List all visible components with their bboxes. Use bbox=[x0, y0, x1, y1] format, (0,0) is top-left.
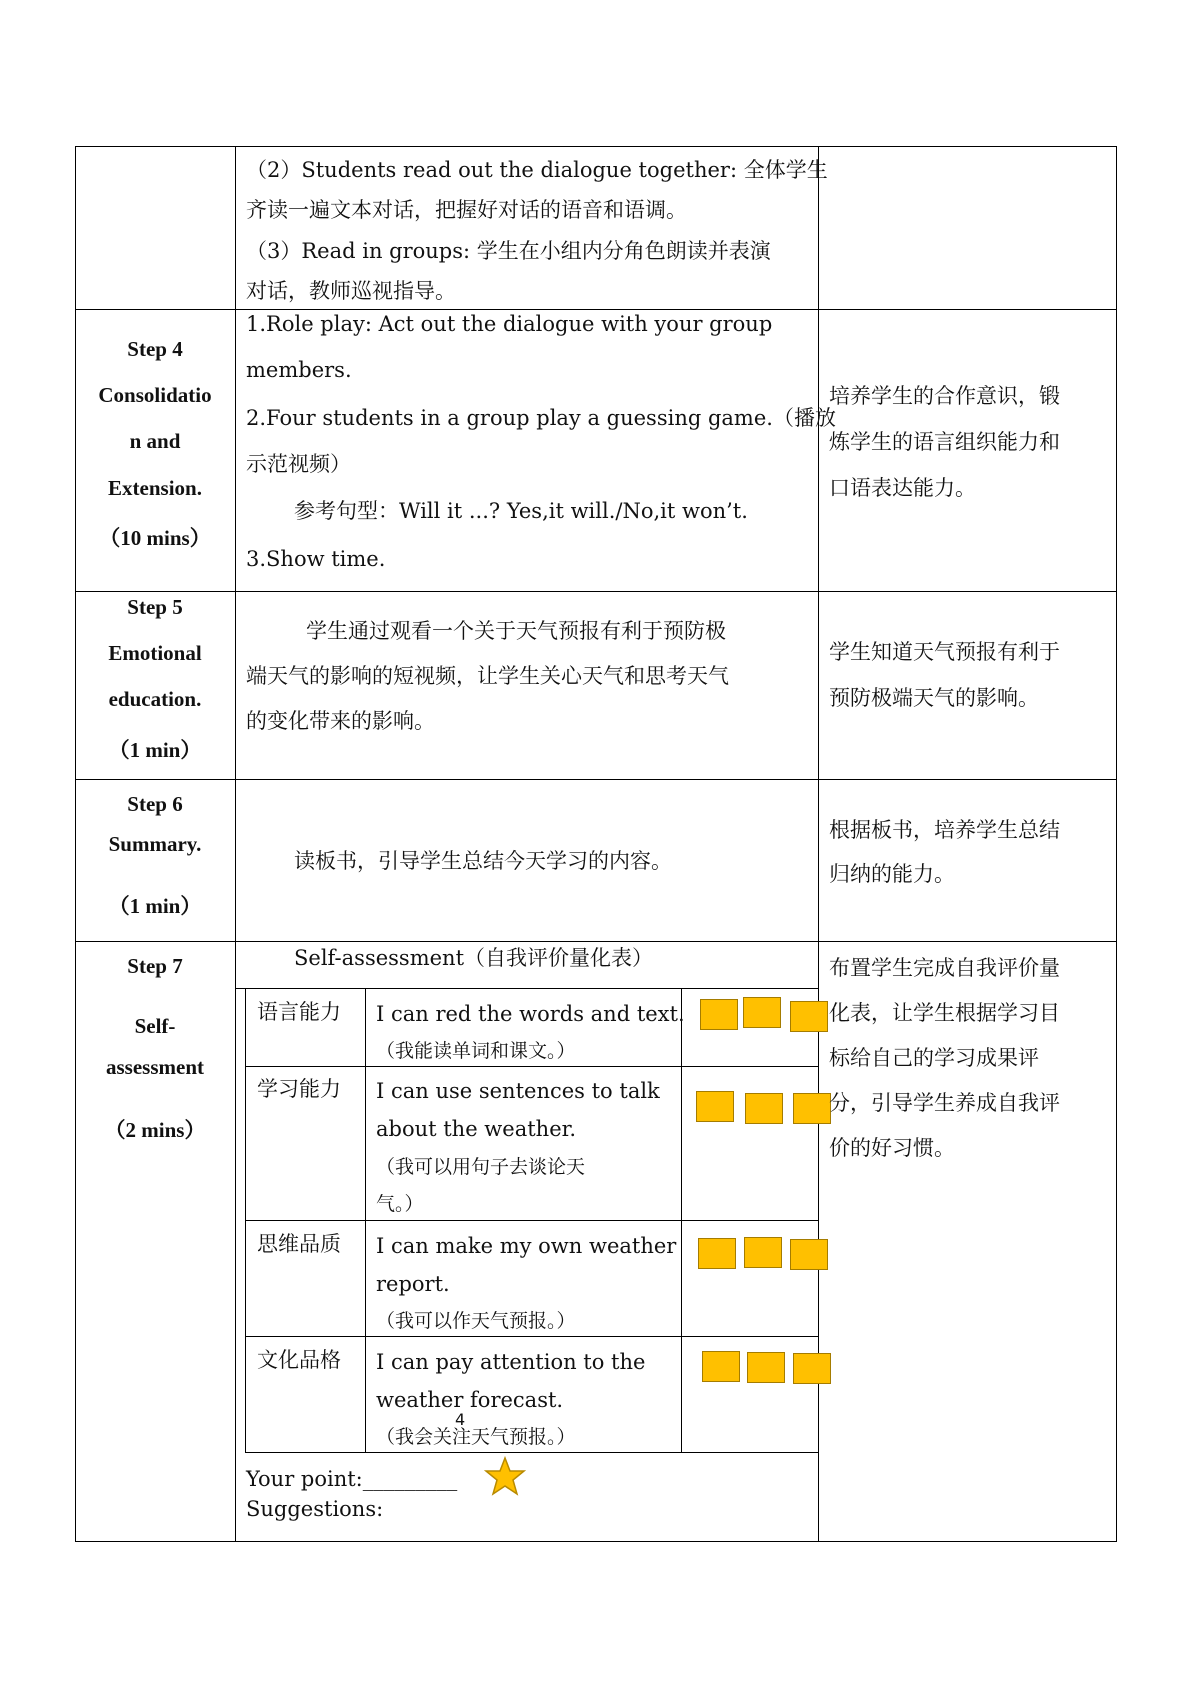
step5-aim-line: 学生知道天气预报有利于 bbox=[829, 640, 1060, 664]
top-row-line-3: （3）Read in groups: 学生在小组内分角色朗读并表演 bbox=[246, 239, 771, 263]
rating-box[interactable] bbox=[793, 1353, 831, 1384]
step7-label-line: assessment bbox=[106, 1055, 204, 1079]
column-divider-1 bbox=[235, 146, 236, 1542]
inner-col-divider bbox=[365, 988, 366, 1452]
top-row-line-1: （2）Students read out the dialogue together: 全体学生 bbox=[246, 158, 828, 182]
step5-label-line: Step 5 bbox=[127, 595, 183, 619]
step5-content-line: 学生通过观看一个关于天气预报有利于预防极 bbox=[306, 619, 726, 643]
page-number: 4 bbox=[455, 1410, 466, 1429]
step5-label-line: Emotional bbox=[108, 641, 202, 665]
step5-content-line: 端天气的影响的短视频，让学生关心天气和思考天气 bbox=[246, 664, 729, 688]
rating-box[interactable] bbox=[696, 1091, 734, 1122]
step7-label-line: Step 7 bbox=[127, 954, 183, 978]
row-divider-3 bbox=[75, 779, 1117, 780]
rating-box[interactable] bbox=[700, 999, 738, 1030]
step6-aim-line: 根据板书，培养学生总结 bbox=[829, 818, 1060, 842]
assessment-category: 语言能力 bbox=[257, 1000, 341, 1024]
assessment-translation: （我可以作天气预报。） bbox=[376, 1310, 576, 1332]
your-point-field[interactable]: Your point:_________ bbox=[246, 1467, 458, 1491]
rating-box[interactable] bbox=[698, 1238, 736, 1269]
assessment-statement: weather forecast. bbox=[376, 1388, 564, 1412]
lesson-plan-table bbox=[75, 146, 1117, 1542]
step5-label-line: （1 min） bbox=[108, 738, 202, 762]
inner-col-divider bbox=[245, 988, 246, 1452]
star-icon bbox=[484, 1456, 526, 1496]
rating-box[interactable] bbox=[743, 997, 781, 1028]
step4-label-line: n and bbox=[129, 429, 181, 453]
step4-label-line: Consolidatio bbox=[98, 383, 212, 407]
step4-content-line: 1.Role play: Act out the dialogue with your group bbox=[246, 312, 773, 336]
inner-row-divider bbox=[245, 1336, 818, 1337]
rating-box[interactable] bbox=[793, 1093, 831, 1124]
step4-label-line: Extension. bbox=[108, 476, 202, 500]
assessment-category: 学习能力 bbox=[257, 1077, 341, 1101]
top-row-line-2: 齐读一遍文本对话，把握好对话的语音和语调。 bbox=[246, 198, 687, 222]
assessment-category: 思维品质 bbox=[257, 1232, 341, 1256]
assessment-translation: （我会关注天气预报。） bbox=[376, 1426, 576, 1448]
assessment-translation: （我可以用句子去谈论天 bbox=[376, 1156, 586, 1178]
self-assessment-heading: Self-assessment（自我评价量化表） bbox=[294, 946, 654, 970]
step4-content-line: 参考句型：Will it ...? Yes,it will./No,it won’t. bbox=[294, 499, 748, 523]
rating-box[interactable] bbox=[745, 1093, 783, 1124]
inner-row-divider bbox=[245, 1452, 818, 1453]
rating-box[interactable] bbox=[744, 1237, 782, 1268]
step7-aim-line: 布置学生完成自我评价量 bbox=[829, 956, 1060, 980]
step4-aim-line: 炼学生的语言组织能力和 bbox=[829, 430, 1060, 454]
assessment-translation: （我能读单词和课文。） bbox=[376, 1040, 576, 1062]
step6-label-line: Step 6 bbox=[127, 792, 183, 816]
step5-content-line: 的变化带来的影响。 bbox=[246, 709, 435, 733]
row-divider-1 bbox=[75, 309, 1117, 310]
inner-row-divider bbox=[245, 1220, 818, 1221]
step7-aim-line: 化表，让学生根据学习目 bbox=[829, 1001, 1060, 1025]
step7-label-line: Self- bbox=[134, 1014, 176, 1038]
assessment-translation: 气。） bbox=[376, 1193, 424, 1215]
step4-label-line: （10 mins） bbox=[99, 526, 211, 550]
rating-box[interactable] bbox=[747, 1352, 785, 1383]
row-divider-4 bbox=[75, 941, 1117, 942]
step4-content-line: 示范视频） bbox=[246, 452, 351, 476]
assessment-statement: I can pay attention to the bbox=[376, 1350, 646, 1374]
step6-aim-line: 归纳的能力。 bbox=[829, 862, 955, 886]
top-row-line-4: 对话，教师巡视指导。 bbox=[246, 279, 456, 303]
step4-aim-line: 培养学生的合作意识，锻 bbox=[829, 384, 1060, 408]
rating-box[interactable] bbox=[702, 1351, 740, 1382]
assessment-statement: about the weather. bbox=[376, 1117, 577, 1141]
inner-row-divider bbox=[235, 988, 818, 989]
assessment-statement: report. bbox=[376, 1272, 450, 1296]
row-divider-2 bbox=[75, 591, 1117, 592]
assessment-category: 文化品格 bbox=[257, 1348, 341, 1372]
step4-label-line: Step 4 bbox=[127, 337, 183, 361]
step4-content-line: 3.Show time. bbox=[246, 547, 386, 571]
rating-box[interactable] bbox=[790, 1001, 828, 1032]
step6-content: 读板书，引导学生总结今天学习的内容。 bbox=[294, 849, 672, 873]
step7-aim-line: 价的好习惯。 bbox=[829, 1136, 955, 1160]
step5-label-line: education. bbox=[108, 687, 202, 711]
step4-aim-line: 口语表达能力。 bbox=[829, 476, 976, 500]
column-divider-2 bbox=[818, 146, 819, 1542]
assessment-statement: I can red the words and text. bbox=[376, 1002, 685, 1026]
step4-content-line: members. bbox=[246, 358, 352, 382]
suggestions-field[interactable]: Suggestions: bbox=[246, 1497, 384, 1521]
inner-row-divider bbox=[245, 1066, 818, 1067]
step7-aim-line: 分，引导学生养成自我评 bbox=[829, 1091, 1060, 1115]
step7-label-line: （2 mins） bbox=[104, 1118, 206, 1142]
assessment-statement: I can make my own weather bbox=[376, 1234, 677, 1258]
step4-content-line: 2.Four students in a group play a guessing game.（播放 bbox=[246, 406, 836, 430]
assessment-statement: I can use sentences to talk bbox=[376, 1079, 660, 1103]
step6-label-line: Summary. bbox=[108, 832, 202, 856]
step7-aim-line: 标给自己的学习成果评 bbox=[829, 1046, 1039, 1070]
inner-col-divider bbox=[681, 988, 682, 1452]
step6-label-line: （1 min） bbox=[108, 894, 202, 918]
step5-aim-line: 预防极端天气的影响。 bbox=[829, 686, 1039, 710]
rating-box[interactable] bbox=[790, 1239, 828, 1270]
